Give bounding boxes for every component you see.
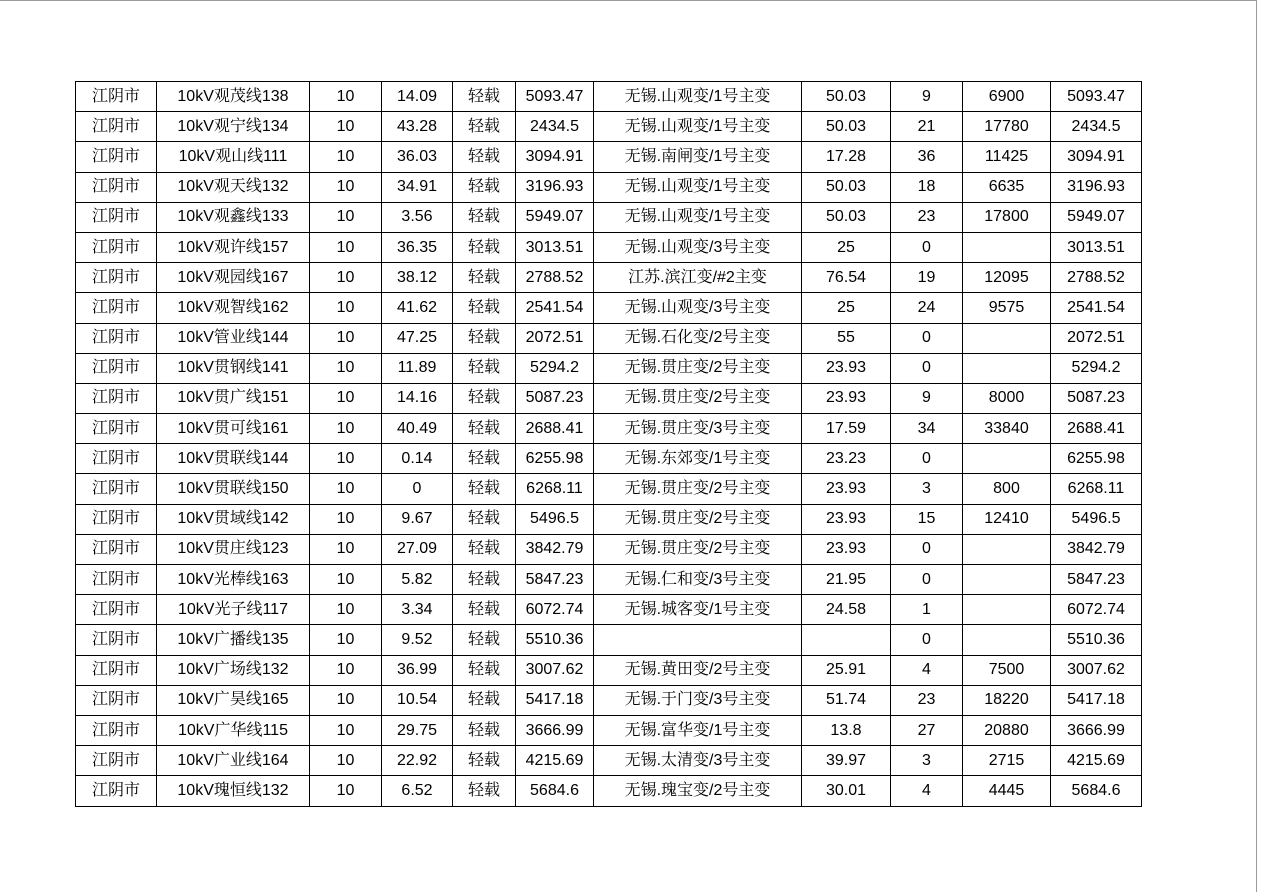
load-status-cell: 轻载 [453, 323, 516, 353]
voltage-cell: 10 [310, 746, 382, 776]
user-capacity-cell [963, 232, 1051, 262]
voltage-cell: 10 [310, 293, 382, 323]
load-rate-cell: 5.82 [382, 565, 453, 595]
load-rate-cell: 27.09 [382, 534, 453, 564]
available-capacity-cell: 2541.54 [1051, 293, 1142, 323]
transformer-load-cell: 76.54 [802, 263, 891, 293]
transformer-load-cell: 55 [802, 323, 891, 353]
line-name-cell: 10kV贯可线161 [157, 414, 310, 444]
user-capacity-cell: 800 [963, 474, 1051, 504]
user-count-cell: 3 [891, 746, 963, 776]
table-row [76, 414, 1142, 444]
transformer-load-cell: 30.01 [802, 776, 891, 806]
line-name-cell: 10kV光子线117 [157, 595, 310, 625]
load-status-cell: 轻载 [453, 655, 516, 685]
substation-transformer-cell: 无锡.山观变/1号主变 [594, 112, 802, 142]
user-capacity-cell: 17800 [963, 202, 1051, 232]
voltage-cell: 10 [310, 142, 382, 172]
user-count-cell: 4 [891, 655, 963, 685]
transformer-load-cell: 50.03 [802, 112, 891, 142]
substation-transformer-cell: 无锡.山观变/3号主变 [594, 293, 802, 323]
load-status-cell: 轻载 [453, 353, 516, 383]
load-rate-cell: 10.54 [382, 685, 453, 715]
load-status-cell: 轻载 [453, 565, 516, 595]
feeder-load-table [75, 81, 1142, 807]
city-cell: 江阴市 [76, 353, 157, 383]
transformer-load-cell: 39.97 [802, 746, 891, 776]
capacity-cell: 2688.41 [516, 414, 594, 444]
substation-transformer-cell: 无锡.山观变/1号主变 [594, 172, 802, 202]
line-name-cell: 10kV广华线115 [157, 715, 310, 745]
user-count-cell: 9 [891, 82, 963, 112]
transformer-load-cell: 25.91 [802, 655, 891, 685]
available-capacity-cell: 4215.69 [1051, 746, 1142, 776]
user-capacity-cell: 6900 [963, 82, 1051, 112]
transformer-load-cell: 50.03 [802, 202, 891, 232]
transformer-load-cell: 23.93 [802, 353, 891, 383]
user-capacity-cell: 17780 [963, 112, 1051, 142]
load-rate-cell: 0 [382, 474, 453, 504]
load-status-cell: 轻载 [453, 172, 516, 202]
capacity-cell: 6268.11 [516, 474, 594, 504]
user-count-cell: 15 [891, 504, 963, 534]
transformer-load-cell: 23.93 [802, 534, 891, 564]
table-row [76, 172, 1142, 202]
user-count-cell: 3 [891, 474, 963, 504]
city-cell: 江阴市 [76, 172, 157, 202]
user-capacity-cell: 4445 [963, 776, 1051, 806]
city-cell: 江阴市 [76, 625, 157, 655]
voltage-cell: 10 [310, 625, 382, 655]
user-count-cell: 36 [891, 142, 963, 172]
city-cell: 江阴市 [76, 776, 157, 806]
substation-transformer-cell: 无锡.贯庄变/2号主变 [594, 474, 802, 504]
user-capacity-cell: 12410 [963, 504, 1051, 534]
substation-transformer-cell: 无锡.黄田变/2号主变 [594, 655, 802, 685]
load-rate-cell: 11.89 [382, 353, 453, 383]
line-name-cell: 10kV管业线144 [157, 323, 310, 353]
table-row [76, 202, 1142, 232]
table-row [76, 444, 1142, 474]
substation-transformer-cell: 无锡.贯庄变/2号主变 [594, 504, 802, 534]
voltage-cell: 10 [310, 595, 382, 625]
transformer-load-cell: 50.03 [802, 172, 891, 202]
voltage-cell: 10 [310, 685, 382, 715]
line-name-cell: 10kV贯广线151 [157, 383, 310, 413]
line-name-cell: 10kV贯域线142 [157, 504, 310, 534]
city-cell: 江阴市 [76, 685, 157, 715]
load-status-cell: 轻载 [453, 474, 516, 504]
user-count-cell: 24 [891, 293, 963, 323]
transformer-load-cell: 51.74 [802, 685, 891, 715]
capacity-cell: 3013.51 [516, 232, 594, 262]
load-rate-cell: 29.75 [382, 715, 453, 745]
user-capacity-cell: 9575 [963, 293, 1051, 323]
voltage-cell: 10 [310, 353, 382, 383]
user-capacity-cell: 6635 [963, 172, 1051, 202]
line-name-cell: 10kV观山线111 [157, 142, 310, 172]
line-name-cell: 10kV广业线164 [157, 746, 310, 776]
load-status-cell: 轻载 [453, 625, 516, 655]
table-row [76, 595, 1142, 625]
capacity-cell: 5294.2 [516, 353, 594, 383]
load-rate-cell: 14.16 [382, 383, 453, 413]
load-rate-cell: 36.03 [382, 142, 453, 172]
city-cell: 江阴市 [76, 112, 157, 142]
user-count-cell: 23 [891, 685, 963, 715]
line-name-cell: 10kV广昊线165 [157, 685, 310, 715]
load-status-cell: 轻载 [453, 776, 516, 806]
substation-transformer-cell: 无锡.城客变/1号主变 [594, 595, 802, 625]
capacity-cell: 5417.18 [516, 685, 594, 715]
user-count-cell: 27 [891, 715, 963, 745]
available-capacity-cell: 5684.6 [1051, 776, 1142, 806]
voltage-cell: 10 [310, 414, 382, 444]
capacity-cell: 4215.69 [516, 746, 594, 776]
available-capacity-cell: 3007.62 [1051, 655, 1142, 685]
load-rate-cell: 9.52 [382, 625, 453, 655]
load-status-cell: 轻载 [453, 142, 516, 172]
load-rate-cell: 36.35 [382, 232, 453, 262]
capacity-cell: 5087.23 [516, 383, 594, 413]
capacity-cell: 5496.5 [516, 504, 594, 534]
user-count-cell: 19 [891, 263, 963, 293]
user-capacity-cell: 2715 [963, 746, 1051, 776]
table-row [76, 383, 1142, 413]
table-row [76, 625, 1142, 655]
capacity-cell: 5684.6 [516, 776, 594, 806]
table-row [76, 293, 1142, 323]
load-status-cell: 轻载 [453, 414, 516, 444]
substation-transformer-cell: 无锡.于门变/3号主变 [594, 685, 802, 715]
capacity-cell: 3007.62 [516, 655, 594, 685]
available-capacity-cell: 5093.47 [1051, 82, 1142, 112]
available-capacity-cell: 3842.79 [1051, 534, 1142, 564]
table-body [76, 82, 1142, 807]
available-capacity-cell: 5417.18 [1051, 685, 1142, 715]
user-count-cell: 34 [891, 414, 963, 444]
capacity-cell: 5093.47 [516, 82, 594, 112]
table-row [76, 232, 1142, 262]
table-row [76, 323, 1142, 353]
load-rate-cell: 34.91 [382, 172, 453, 202]
voltage-cell: 10 [310, 655, 382, 685]
substation-transformer-cell [594, 625, 802, 655]
line-name-cell: 10kV贯联线144 [157, 444, 310, 474]
user-capacity-cell: 8000 [963, 383, 1051, 413]
transformer-load-cell: 50.03 [802, 82, 891, 112]
load-status-cell: 轻载 [453, 263, 516, 293]
table-row [76, 746, 1142, 776]
transformer-load-cell: 17.28 [802, 142, 891, 172]
table-row [76, 776, 1142, 806]
capacity-cell: 6255.98 [516, 444, 594, 474]
available-capacity-cell: 6255.98 [1051, 444, 1142, 474]
substation-transformer-cell: 无锡.太清变/3号主变 [594, 746, 802, 776]
user-capacity-cell: 11425 [963, 142, 1051, 172]
user-capacity-cell: 7500 [963, 655, 1051, 685]
city-cell: 江阴市 [76, 534, 157, 564]
transformer-load-cell: 13.8 [802, 715, 891, 745]
load-status-cell: 轻载 [453, 383, 516, 413]
user-capacity-cell [963, 444, 1051, 474]
table-row [76, 474, 1142, 504]
available-capacity-cell: 2072.51 [1051, 323, 1142, 353]
user-capacity-cell [963, 595, 1051, 625]
load-rate-cell: 14.09 [382, 82, 453, 112]
user-capacity-cell [963, 565, 1051, 595]
substation-transformer-cell: 无锡.贯庄变/2号主变 [594, 353, 802, 383]
voltage-cell: 10 [310, 202, 382, 232]
line-name-cell: 10kV贯钢线141 [157, 353, 310, 383]
transformer-load-cell: 23.93 [802, 474, 891, 504]
user-count-cell: 0 [891, 232, 963, 262]
user-count-cell: 21 [891, 112, 963, 142]
load-rate-cell: 0.14 [382, 444, 453, 474]
substation-transformer-cell: 无锡.山观变/1号主变 [594, 202, 802, 232]
user-count-cell: 0 [891, 565, 963, 595]
load-rate-cell: 38.12 [382, 263, 453, 293]
table-row [76, 655, 1142, 685]
user-count-cell: 9 [891, 383, 963, 413]
available-capacity-cell: 5949.07 [1051, 202, 1142, 232]
available-capacity-cell: 6072.74 [1051, 595, 1142, 625]
load-status-cell: 轻载 [453, 232, 516, 262]
table-row [76, 685, 1142, 715]
capacity-cell: 2434.5 [516, 112, 594, 142]
line-name-cell: 10kV贯联线150 [157, 474, 310, 504]
load-status-cell: 轻载 [453, 595, 516, 625]
voltage-cell: 10 [310, 112, 382, 142]
load-rate-cell: 47.25 [382, 323, 453, 353]
line-name-cell: 10kV广场线132 [157, 655, 310, 685]
load-status-cell: 轻载 [453, 293, 516, 323]
user-capacity-cell [963, 353, 1051, 383]
substation-transformer-cell: 无锡.贯庄变/3号主变 [594, 414, 802, 444]
city-cell: 江阴市 [76, 715, 157, 745]
table-row [76, 565, 1142, 595]
city-cell: 江阴市 [76, 263, 157, 293]
load-rate-cell: 3.34 [382, 595, 453, 625]
load-status-cell: 轻载 [453, 444, 516, 474]
capacity-cell: 2072.51 [516, 323, 594, 353]
user-count-cell: 18 [891, 172, 963, 202]
load-status-cell: 轻载 [453, 504, 516, 534]
available-capacity-cell: 3013.51 [1051, 232, 1142, 262]
available-capacity-cell: 3094.91 [1051, 142, 1142, 172]
table-row [76, 534, 1142, 564]
available-capacity-cell: 5847.23 [1051, 565, 1142, 595]
substation-transformer-cell: 无锡.东郊变/1号主变 [594, 444, 802, 474]
available-capacity-cell: 5087.23 [1051, 383, 1142, 413]
load-rate-cell: 6.52 [382, 776, 453, 806]
user-count-cell: 23 [891, 202, 963, 232]
available-capacity-cell: 5496.5 [1051, 504, 1142, 534]
substation-transformer-cell: 无锡.山观变/3号主变 [594, 232, 802, 262]
available-capacity-cell: 2434.5 [1051, 112, 1142, 142]
city-cell: 江阴市 [76, 202, 157, 232]
transformer-load-cell: 23.23 [802, 444, 891, 474]
transformer-load-cell: 24.58 [802, 595, 891, 625]
table-row [76, 504, 1142, 534]
load-rate-cell: 3.56 [382, 202, 453, 232]
line-name-cell: 10kV观智线162 [157, 293, 310, 323]
transformer-load-cell: 23.93 [802, 504, 891, 534]
load-rate-cell: 36.99 [382, 655, 453, 685]
transformer-load-cell [802, 625, 891, 655]
user-count-cell: 0 [891, 625, 963, 655]
city-cell: 江阴市 [76, 746, 157, 776]
user-capacity-cell: 18220 [963, 685, 1051, 715]
load-status-cell: 轻载 [453, 202, 516, 232]
substation-transformer-cell: 无锡.富华变/1号主变 [594, 715, 802, 745]
voltage-cell: 10 [310, 232, 382, 262]
available-capacity-cell: 3196.93 [1051, 172, 1142, 202]
capacity-cell: 3196.93 [516, 172, 594, 202]
line-name-cell: 10kV观许线157 [157, 232, 310, 262]
capacity-cell: 2788.52 [516, 263, 594, 293]
table-row [76, 142, 1142, 172]
load-status-cell: 轻载 [453, 534, 516, 564]
user-capacity-cell [963, 323, 1051, 353]
table-row [76, 112, 1142, 142]
load-rate-cell: 43.28 [382, 112, 453, 142]
user-capacity-cell [963, 625, 1051, 655]
city-cell: 江阴市 [76, 414, 157, 444]
user-capacity-cell: 20880 [963, 715, 1051, 745]
available-capacity-cell: 2788.52 [1051, 263, 1142, 293]
voltage-cell: 10 [310, 474, 382, 504]
city-cell: 江阴市 [76, 323, 157, 353]
city-cell: 江阴市 [76, 383, 157, 413]
user-capacity-cell: 12095 [963, 263, 1051, 293]
available-capacity-cell: 2688.41 [1051, 414, 1142, 444]
substation-transformer-cell: 无锡.石化变/2号主变 [594, 323, 802, 353]
table-row [76, 353, 1142, 383]
load-status-cell: 轻载 [453, 112, 516, 142]
user-count-cell: 0 [891, 444, 963, 474]
line-name-cell: 10kV观园线167 [157, 263, 310, 293]
substation-transformer-cell: 无锡.仁和变/3号主变 [594, 565, 802, 595]
transformer-load-cell: 17.59 [802, 414, 891, 444]
table-row [76, 715, 1142, 745]
page-edge-top [0, 0, 1256, 1]
load-rate-cell: 41.62 [382, 293, 453, 323]
substation-transformer-cell: 无锡.瑰宝变/2号主变 [594, 776, 802, 806]
voltage-cell: 10 [310, 776, 382, 806]
voltage-cell: 10 [310, 715, 382, 745]
voltage-cell: 10 [310, 565, 382, 595]
load-rate-cell: 40.49 [382, 414, 453, 444]
load-status-cell: 轻载 [453, 746, 516, 776]
voltage-cell: 10 [310, 82, 382, 112]
line-name-cell: 10kV贯庄线123 [157, 534, 310, 564]
city-cell: 江阴市 [76, 474, 157, 504]
line-name-cell: 10kV观宁线134 [157, 112, 310, 142]
load-rate-cell: 22.92 [382, 746, 453, 776]
transformer-load-cell: 21.95 [802, 565, 891, 595]
table-row [76, 82, 1142, 112]
capacity-cell: 2541.54 [516, 293, 594, 323]
capacity-cell: 5847.23 [516, 565, 594, 595]
line-name-cell: 10kV瑰恒线132 [157, 776, 310, 806]
city-cell: 江阴市 [76, 142, 157, 172]
substation-transformer-cell: 无锡.南闸变/1号主变 [594, 142, 802, 172]
user-count-cell: 0 [891, 534, 963, 564]
voltage-cell: 10 [310, 383, 382, 413]
table-row [76, 263, 1142, 293]
capacity-cell: 3666.99 [516, 715, 594, 745]
load-rate-cell: 9.67 [382, 504, 453, 534]
line-name-cell: 10kV观茂线138 [157, 82, 310, 112]
transformer-load-cell: 25 [802, 232, 891, 262]
city-cell: 江阴市 [76, 595, 157, 625]
city-cell: 江阴市 [76, 565, 157, 595]
voltage-cell: 10 [310, 444, 382, 474]
capacity-cell: 5949.07 [516, 202, 594, 232]
substation-transformer-cell: 无锡.贯庄变/2号主变 [594, 383, 802, 413]
capacity-cell: 3094.91 [516, 142, 594, 172]
page-edge-right [1256, 0, 1257, 892]
user-count-cell: 0 [891, 323, 963, 353]
available-capacity-cell: 5294.2 [1051, 353, 1142, 383]
transformer-load-cell: 23.93 [802, 383, 891, 413]
capacity-cell: 6072.74 [516, 595, 594, 625]
user-count-cell: 0 [891, 353, 963, 383]
user-capacity-cell [963, 534, 1051, 564]
voltage-cell: 10 [310, 263, 382, 293]
available-capacity-cell: 5510.36 [1051, 625, 1142, 655]
line-name-cell: 10kV观天线132 [157, 172, 310, 202]
substation-transformer-cell: 无锡.山观变/1号主变 [594, 82, 802, 112]
voltage-cell: 10 [310, 534, 382, 564]
voltage-cell: 10 [310, 504, 382, 534]
city-cell: 江阴市 [76, 82, 157, 112]
line-name-cell: 10kV广播线135 [157, 625, 310, 655]
user-capacity-cell: 33840 [963, 414, 1051, 444]
voltage-cell: 10 [310, 172, 382, 202]
city-cell: 江阴市 [76, 293, 157, 323]
load-status-cell: 轻载 [453, 685, 516, 715]
available-capacity-cell: 3666.99 [1051, 715, 1142, 745]
capacity-cell: 3842.79 [516, 534, 594, 564]
city-cell: 江阴市 [76, 444, 157, 474]
line-name-cell: 10kV观鑫线133 [157, 202, 310, 232]
substation-transformer-cell: 江苏.滨江变/#2主变 [594, 263, 802, 293]
substation-transformer-cell: 无锡.贯庄变/2号主变 [594, 534, 802, 564]
line-name-cell: 10kV光棒线163 [157, 565, 310, 595]
load-status-cell: 轻载 [453, 715, 516, 745]
city-cell: 江阴市 [76, 504, 157, 534]
city-cell: 江阴市 [76, 655, 157, 685]
user-count-cell: 1 [891, 595, 963, 625]
voltage-cell: 10 [310, 323, 382, 353]
capacity-cell: 5510.36 [516, 625, 594, 655]
load-status-cell: 轻载 [453, 82, 516, 112]
transformer-load-cell: 25 [802, 293, 891, 323]
available-capacity-cell: 6268.11 [1051, 474, 1142, 504]
user-count-cell: 4 [891, 776, 963, 806]
city-cell: 江阴市 [76, 232, 157, 262]
